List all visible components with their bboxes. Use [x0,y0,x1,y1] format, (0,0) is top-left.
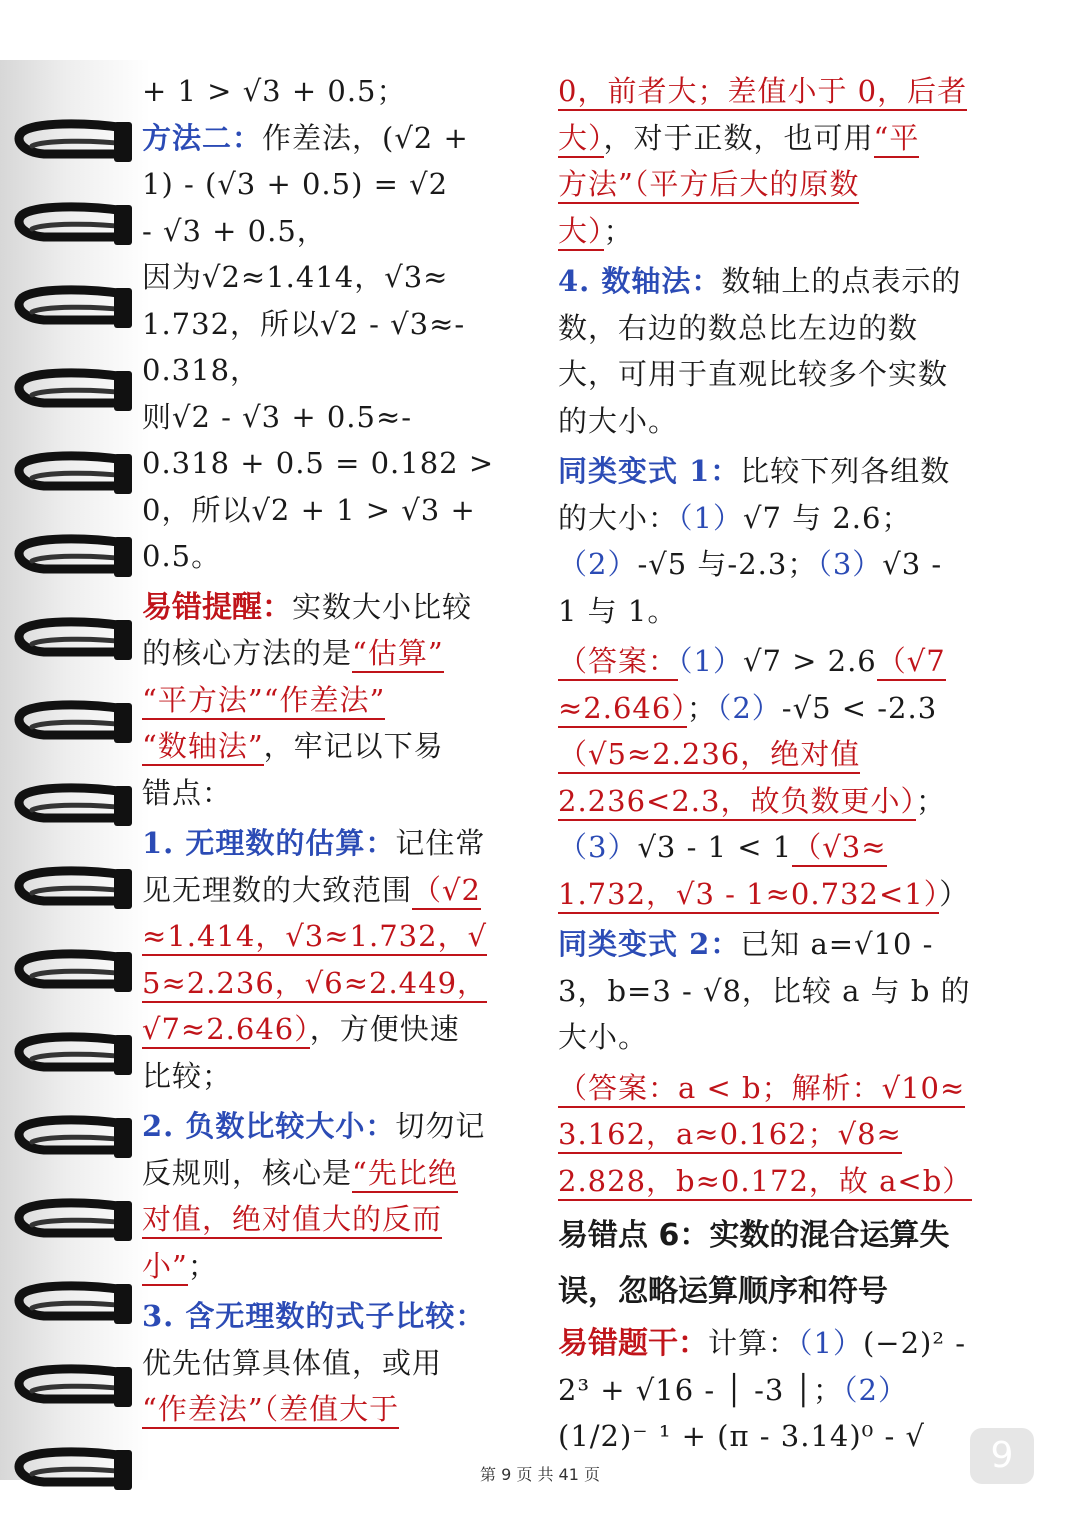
text-line [558,731,1013,778]
highlight-text: （答案： [558,644,678,681]
text-span: ； [686,690,717,725]
text-line: - √3 + 0.5， [142,213,327,248]
text-line [142,630,522,677]
text-line: 0.318 + 0.5 = 0.182 > [142,446,495,480]
text-line: 1.732，所以√2 - √3≈- [142,306,466,341]
text-span: ，对于正数，也可用 [603,120,874,155]
item-number: （1） [678,644,743,678]
text-line: 3，b=3 - √8，比较 a 与 b 的 [558,973,971,1008]
text-span: 数轴上的点表示的 [721,264,962,298]
highlight-text: “作差法”（差值大于 [142,1392,399,1429]
binding-ring-icon [14,284,132,334]
text-span: ； [915,783,946,818]
variant-one-heading: 同类变式 1： [558,454,741,488]
text-line: 1 与 1。 [558,593,678,628]
text-line [142,1103,522,1150]
binder-shadow [0,60,150,1480]
text-span: 比较下列各组数 [740,454,951,488]
highlight-text: 3.162，a≈0.162；√8≈ [558,1117,902,1154]
text-line: 因为√2≈1.414，√3≈ [142,260,449,294]
text-line [142,1196,522,1243]
highlight-text: （√7 [877,644,946,681]
text-span: 已知 a=√10 - [740,927,934,961]
text-line [558,1111,1013,1158]
text-line [558,541,1013,588]
text-span: 切勿记 [395,1109,486,1143]
binding-ring-icon [14,367,132,417]
text-span: 2³ + √16 - │ -3 │； [558,1372,844,1407]
binding-ring-icon [14,782,132,832]
text-line [142,913,522,960]
left-column [142,68,522,1433]
highlight-text: “先比绝 [352,1156,458,1193]
item-number: （2） [716,690,782,725]
text-line: 错点： [142,775,233,810]
highlight-text: 大） [558,214,604,251]
highlight-text: （√5≈2.236，绝对值 [558,737,860,774]
item-number: （3） [558,830,638,864]
text-span: 记住常 [395,826,486,860]
text-line [558,778,1013,825]
text-line: 大，可用于直观比较多个实数 [558,357,949,391]
text-line [142,1386,522,1433]
text-line: 比较； [142,1058,233,1093]
highlight-text: 大） [558,121,604,158]
highlight-text: （√2 [412,873,481,910]
page-footer: 第 9 页 共 41 页 [480,1465,600,1484]
text-line: + 1 > √3 + 0.5； [142,74,407,108]
highlight-text: 2.828，b≈0.172，故 a<b） [558,1164,972,1201]
binding-ring-icon [14,616,132,666]
highlight-text: ≈1.414，√3≈1.732，√ [142,919,487,956]
text-line: 数，右边的数总比左边的数 [558,310,919,345]
section-heading: 易错点 6：实数的混合运算失 [558,1218,950,1253]
text-line [558,208,1013,255]
highlight-text: “平 [874,121,920,158]
point-two-heading: 2. 负数比较大小： [142,1109,396,1143]
highlight-text: （答案：a < b；解析：√10≈ [558,1071,965,1108]
text-line: 1) - (√3 + 0.5) = √2 [142,167,449,201]
text-line [558,1320,1013,1367]
point-four-heading: 4. 数轴法： [558,264,722,298]
binding-ring-icon [14,1280,132,1330]
highlight-text: 小” [142,1249,188,1286]
text-span: √3 - 1 < 1 [637,830,793,864]
highlight-text: √7≈2.646） [142,1012,310,1049]
text-line [558,685,1013,732]
method-two-heading: 方法二： [142,120,263,155]
text-line [558,638,1013,685]
text-line [558,68,1013,115]
error-question-heading: 易错题干： [558,1326,708,1361]
highlight-text: 方法”（平方后大的原数 [558,167,859,204]
text-span: 见无理数的大致范围 [142,872,413,907]
binding-ring-icon [14,118,132,168]
text-line [558,161,1013,208]
text-span: √7 > 2.6 [742,644,877,678]
text-line [142,1243,522,1290]
highlight-text: “估算” [352,636,444,673]
text-line: 0.318， [142,353,261,387]
text-line: (1/2)⁻ ¹ + (π - 3.14)⁰ - √ [558,1419,926,1453]
text-line [142,960,522,1007]
text-line [142,867,522,914]
point-one-heading: 1. 无理数的估算： [142,826,396,860]
text-span: ） [939,876,970,911]
text-span: ； [187,1248,218,1283]
text-span: ，牢记以下易 [263,729,444,763]
text-line [142,1006,522,1053]
text-span: (−2)² - [862,1326,966,1360]
binding-ring-icon [14,1363,132,1413]
item-number: （1） [678,500,743,535]
text-line [142,115,522,162]
text-line: 优先估算具体值，或用 [142,1345,443,1380]
text-line: 则√2 - √3 + 0.5≈- [142,399,413,434]
highlight-text: 0，前者大；差值小于 0，后者 [558,74,967,111]
highlight-text: 1.732，√3 - 1≈0.732<1） [558,877,939,914]
text-line [558,448,1013,495]
text-line: 0，所以√2 + 1 > √3 + [142,492,476,527]
highlight-text: 5≈2.236，√6≈2.449， [142,966,487,1003]
point-three-heading: 3. 含无理数的式子比较： [142,1299,486,1333]
binding-ring-icon [14,1114,132,1164]
text-span: √3 - [882,547,943,581]
text-line: 的大小。 [558,403,679,438]
text-line [142,584,522,631]
highlight-text: 2.236<2.3，故负数更小） [558,784,916,821]
highlight-text: “数轴法” [142,729,264,766]
right-column [558,68,1013,1460]
text-span: 的核心方法的是 [142,636,353,670]
text-line: 大小。 [558,1020,649,1054]
text-line [558,871,1013,918]
text-span: 实数大小比较 [292,589,473,624]
highlight-text: “平方法”“作差法” [142,683,385,720]
text-line [558,115,1013,162]
text-line [142,723,522,770]
variant-two-heading: 同类变式 2： [558,927,741,961]
text-line [558,921,1013,968]
text-span: 作差法，(√2 + [262,120,469,155]
highlight-text: 对值，绝对值大的反而 [142,1202,442,1239]
binding-ring-icon [14,1031,132,1081]
text-line [558,1065,1013,1112]
text-span: 反规则，核心是 [142,1155,353,1190]
text-span: ； [603,213,634,248]
text-line [142,677,522,724]
error-reminder-heading: 易错提醒： [142,589,292,625]
binding-ring-icon [14,533,132,583]
item-number: （1） [798,1326,863,1360]
text-line [558,495,1013,542]
page-number-badge: 9 [970,1428,1034,1484]
binding-ring-icon [14,699,132,749]
text-line [558,824,1013,871]
item-number: （2） [558,547,638,581]
text-line [142,820,522,867]
binding-ring-icon [14,948,132,998]
text-span: -√5 与-2.3； [637,547,818,581]
text-span: 的大小： [558,500,679,535]
binding-ring-icon [14,865,132,915]
text-line [142,1150,522,1197]
binding-ring-icon [14,450,132,500]
text-line [142,1293,522,1340]
text-line [558,258,1013,305]
highlight-text: （√3≈ [792,830,886,867]
section-heading: 误，忽略运算顺序和符号 [558,1274,888,1309]
text-span: ，方便快速 [309,1012,460,1046]
text-span: √7 与 2.6； [742,500,912,535]
highlight-text: ≈2.646） [558,691,687,728]
item-number: （2） [843,1372,908,1407]
binding-ring-icon [14,1197,132,1247]
item-number: （3） [817,547,883,581]
text-line: 0.5。 [142,539,222,573]
text-line [558,1158,1013,1205]
text-span: -√5 < -2.3 [781,690,938,725]
binding-ring-icon [14,201,132,251]
text-span: 计算： [708,1326,799,1360]
text-line [558,1367,1013,1414]
